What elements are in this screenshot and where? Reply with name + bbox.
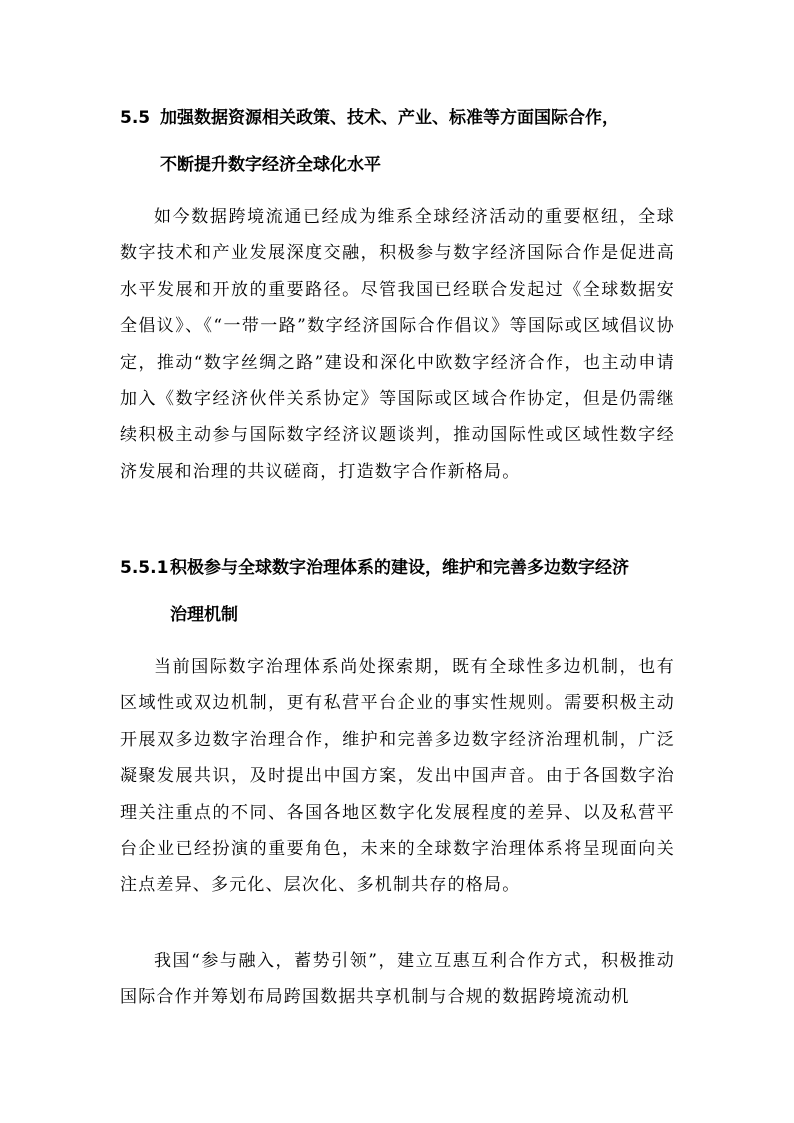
section-title-line-2: 不断提升数字经济全球化水平	[160, 155, 381, 175]
section-title-line-1: 加强数据资源相关政策、技术、产业、标准等方面国际合作，	[160, 108, 619, 128]
body-paragraph: 如今数据跨境流通已经成为维系全球经济活动的重要枢纽，全球数字技术和产业发展深度交融，积极参与数字经济国际合作是促进高水平发展和开放的重要路径。尽管我国已经联合发起过《全球数据安全倡议》、《“一带一路”数字经济国际合作倡议》等国际或区域倡议协定，推动“数字丝绸之路”建设和深化中欧数字经济合作，也主动申请加入《数字经济伙伴关系协定》等国际或区域合作协定，但是仍需继续积极主动参与国际数字经济议题谈判，推动国际性或区域性数字经济发展和治理的共议磋商，打造数字合作新格局。	[120, 207, 675, 482]
subsection-title-line-2: 治理机制	[170, 605, 238, 625]
subsection-title-line-1: 积极参与全球数字治理体系的建设，维护和完善多边数字经济	[170, 558, 629, 578]
section-number: 5.5	[120, 108, 151, 128]
subsection-number: 5.5.1	[120, 558, 169, 578]
section-heading-5-5-1	[120, 556, 680, 627]
body-paragraph: 我国“参与融入，蓄势引领”，建立互惠互利合作方式，积极推动国际合作并筹划布局跨国数据共享机制与合规的数据跨境流动机	[120, 951, 675, 1008]
section-heading-5-5	[120, 106, 680, 177]
body-paragraph: 当前国际数字治理体系尚处探索期，既有全球性多边机制，也有区域性或双边机制，更有私营平台企业的事实性规则。需要积极主动开展双多边数字治理合作，维护和完善多边数字经济治理机制，广泛凝聚发展共识，及时提出中国方案，发出中国声音。由于各国数字治理关注重点的不同、各国各地区数字化发展程度的差异、以及私营平台企业已经扮演的重要角色，未来的全球数字治理体系将呈现面向关注点差异、多元化、层次化、多机制共存的格局。	[120, 657, 675, 896]
